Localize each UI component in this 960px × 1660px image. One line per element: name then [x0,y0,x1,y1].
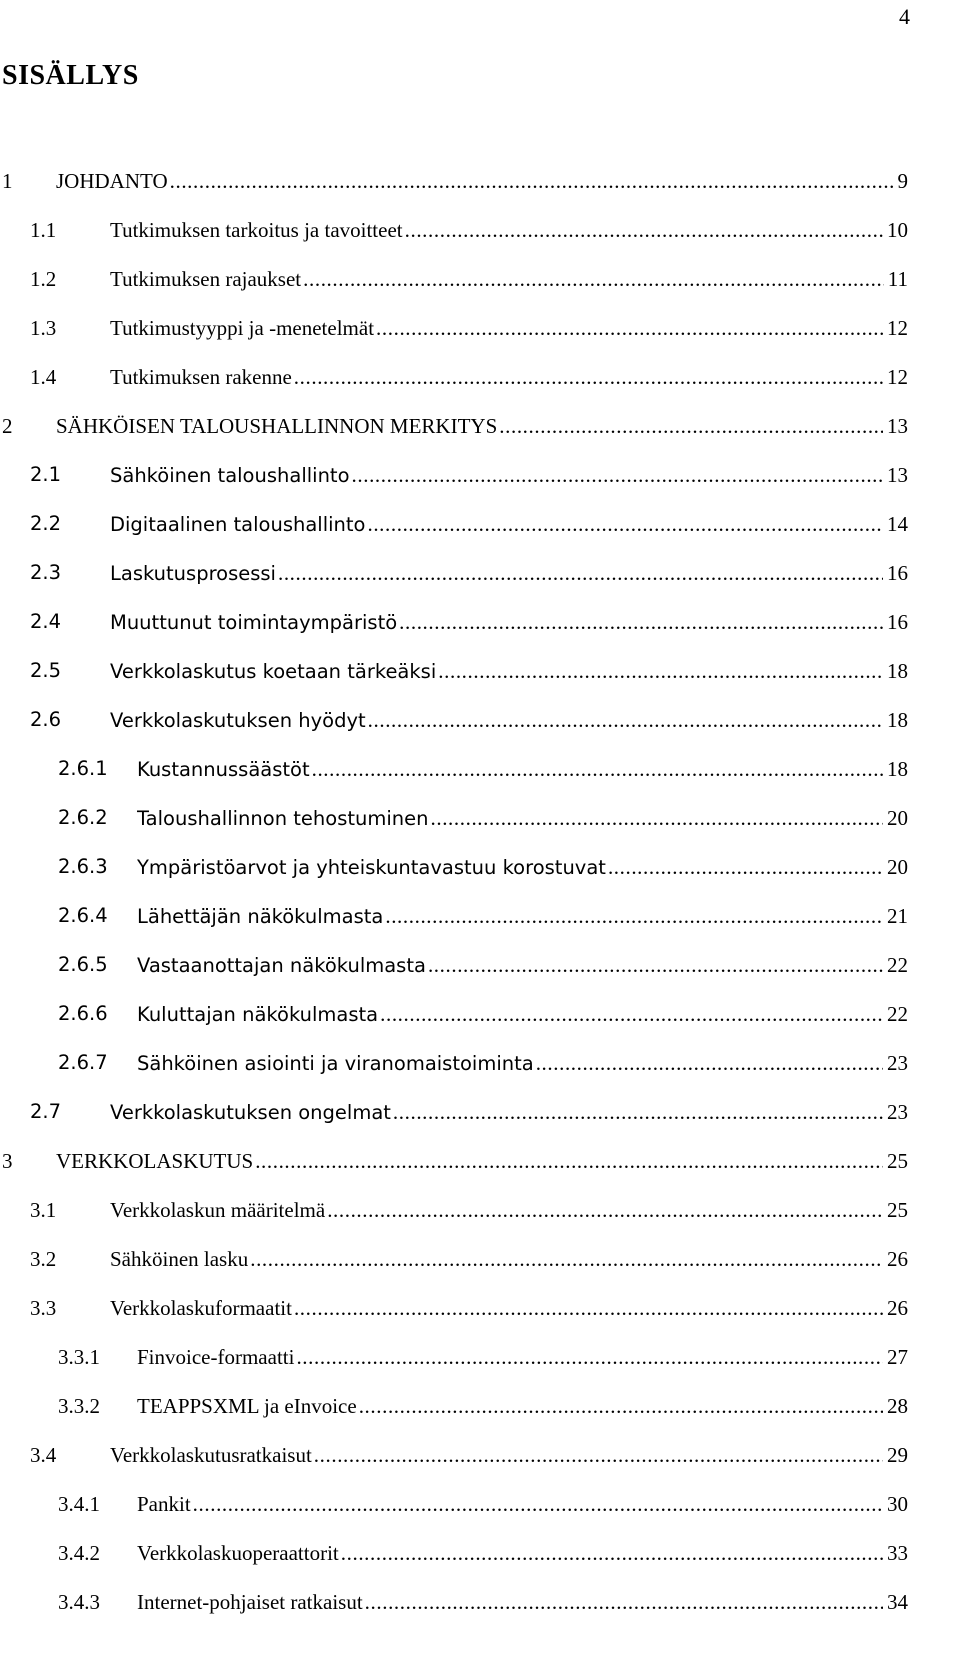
toc-entry[interactable] [0,1487,908,1536]
toc-entry-number: 2 [2,414,13,438]
toc-entry[interactable] [0,899,908,948]
toc-entry-body [110,262,908,296]
toc-entry[interactable] [0,1291,908,1340]
toc-entry-body [110,360,908,394]
toc-entry-number: 3.3 [30,1296,57,1320]
toc-entry-page: 29 [887,1443,908,1467]
toc-dot-leader [365,1585,883,1619]
toc-entry-page: 13 [887,463,908,487]
toc-entry-title: Sähköinen asiointi ja viranomaistoiminta [137,1052,534,1075]
toc-dot-leader [352,458,883,492]
toc-entry[interactable] [0,850,908,899]
toc-dot-leader [608,850,883,884]
toc-entry-page: 26 [887,1296,908,1320]
toc-entry-body [110,654,908,689]
toc-entry-title: Kustannussäästöt [137,758,310,781]
toc-entry-number: 2.6.4 [58,904,108,927]
toc-entry-page: 25 [887,1198,908,1222]
toc-entry-body [137,1389,908,1423]
toc-dot-leader [376,311,883,345]
toc-dot-leader [399,605,883,639]
toc-entry-title: TEAPPSXML ja eInvoice [137,1394,357,1418]
toc-entry-page: 23 [887,1051,908,1075]
toc-entry-body [137,1046,908,1081]
toc-dot-leader [312,752,883,786]
toc-entry-page: 9 [897,169,908,193]
toc-dot-leader [380,997,883,1031]
toc-entry-number: 3.2 [30,1247,57,1271]
toc-entry-body [110,507,908,542]
toc-entry-body [137,752,908,787]
toc-entry-title: JOHDANTO [56,169,168,193]
toc-entry-number: 3.3.1 [58,1345,100,1369]
toc-entry[interactable] [0,311,908,360]
toc-entry-title: Ympäristöarvot ja yhteiskuntavastuu korostuvat [137,856,606,879]
toc-entry[interactable] [0,262,908,311]
toc-dot-leader [294,360,883,394]
toc-dot-leader [341,1536,883,1570]
toc-dot-leader [499,409,883,443]
toc-entry-title: Laskutusprosessi [110,562,276,585]
toc-entry[interactable] [0,1242,908,1291]
toc-entry-page: 33 [887,1541,908,1565]
toc-entry[interactable] [0,1340,908,1389]
toc-entry-title: Tutkimuksen rajaukset [110,267,302,291]
toc-dot-leader [536,1046,883,1080]
toc-entry-number: 2.5 [30,659,62,682]
toc-entry-title: Verkkolaskutuksen ongelmat [110,1101,391,1124]
toc-dot-leader [193,1487,883,1521]
toc-entry-number: 2.7 [30,1100,62,1123]
toc-dot-leader [385,899,883,933]
toc-dot-leader [428,948,883,982]
toc-entry-number: 2.6.3 [58,855,108,878]
toc-dot-leader [296,1340,883,1374]
toc-entry-title: SÄHKÖISEN TALOUSHALLINNON MERKITYS [56,414,498,438]
toc-entry-body [137,801,908,836]
toc-entry-title: Tutkimuksen rakenne [110,365,292,389]
toc-entry-title: Tutkimustyyppi ja -menetelmät [110,316,375,340]
toc-entry-title: Verkkolaskutus koetaan tärkeäksi [110,660,437,683]
toc-entry-title: Verkkolaskutusratkaisut [110,1443,312,1467]
toc-entry[interactable] [0,801,908,850]
toc-dot-leader [368,703,883,737]
toc-entry-body [110,213,908,247]
toc-entry-title: Sähköinen taloushallinto [110,464,350,487]
toc-entry[interactable] [0,507,908,556]
toc-entry-page: 26 [887,1247,908,1271]
toc-entry[interactable] [0,654,908,703]
toc-entry[interactable] [0,1095,908,1144]
toc-entry-number: 1.1 [30,218,57,242]
toc-entry-number: 2.6.7 [58,1051,108,1074]
toc-entry[interactable] [0,213,908,262]
toc-entry-page: 25 [887,1149,908,1173]
toc-entry-page: 18 [887,708,908,732]
toc-dot-leader [327,1193,883,1227]
toc-entry-title: Sähköinen lasku [110,1247,249,1271]
toc-entry-page: 28 [887,1394,908,1418]
toc-entry-number: 1.4 [30,365,57,389]
toc-entry-number: 1 [2,169,13,193]
toc-entry-number: 2.6.6 [58,1002,108,1025]
table-of-contents [0,164,908,1634]
toc-entry-body [110,311,908,345]
toc-entry-body [56,164,908,198]
toc-dot-leader [250,1242,883,1276]
toc-entry-page: 22 [887,1002,908,1026]
toc-entry[interactable] [0,703,908,752]
toc-entry[interactable] [0,409,908,458]
toc-entry-body [110,703,908,738]
toc-entry-title: Finvoice-formaatti [137,1345,295,1369]
toc-entry-page: 27 [887,1345,908,1369]
toc-entry-body [137,1585,908,1619]
toc-entry-body [110,1193,908,1227]
toc-entry-body [110,1438,908,1472]
toc-entry-title: Internet-pohjaiset ratkaisut [137,1590,363,1614]
toc-entry-title: Lähettäjän näkökulmasta [137,905,384,928]
toc-dot-leader [393,1095,883,1129]
toc-entry-page: 34 [887,1590,908,1614]
toc-entry-body [137,948,908,983]
toc-entry-page: 12 [887,365,908,389]
toc-dot-leader [170,164,894,198]
toc-entry[interactable] [0,1144,908,1193]
toc-entry-page: 11 [887,267,908,291]
toc-dot-leader [303,262,884,296]
toc-dot-leader [359,1389,883,1423]
toc-entry-title: Verkkolaskun määritelmä [110,1198,326,1222]
toc-entry-title: Tutkimuksen tarkoitus ja tavoitteet [110,218,403,242]
page-number: 4 [899,4,910,29]
toc-entry-title: Kuluttajan näkökulmasta [137,1003,379,1026]
toc-entry[interactable] [0,1389,908,1438]
toc-dot-leader [367,507,883,541]
toc-entry-page: 23 [887,1100,908,1124]
toc-entry-number: 2.6.2 [58,806,108,829]
toc-dot-leader [438,654,883,688]
toc-entry-number: 3.3.2 [58,1394,100,1418]
toc-entry-number: 3.4.1 [58,1492,100,1516]
toc-entry-page: 13 [887,414,908,438]
toc-entry-title: Verkkolaskuformaatit [110,1296,292,1320]
toc-entry-body [110,458,908,493]
toc-entry-title: VERKKOLASKUTUS [56,1149,254,1173]
toc-entry-title: Verkkolaskutuksen hyödyt [110,709,366,732]
toc-entry[interactable] [0,605,908,654]
toc-entry-number: 3.4.2 [58,1541,100,1565]
toc-entry-title: Muuttunut toimintaympäristö [110,611,398,634]
toc-entry-number: 2.6.5 [58,953,108,976]
toc-entry-title: Taloushallinnon tehostuminen [137,807,429,830]
toc-entry[interactable] [0,164,908,213]
toc-entry-title: Vastaanottajan näkökulmasta [137,954,426,977]
toc-entry-body [56,1144,908,1178]
toc-entry[interactable] [0,360,908,409]
toc-entry[interactable] [0,1585,908,1634]
toc-dot-leader [405,213,883,247]
toc-entry-page: 30 [887,1492,908,1516]
toc-entry[interactable] [0,1438,908,1487]
toc-entry-number: 3.4 [30,1443,57,1467]
toc-entry-body [110,556,908,591]
toc-entry-page: 16 [887,561,908,585]
toc-entry-page: 20 [887,806,908,830]
toc-entry[interactable] [0,458,908,507]
toc-entry-number: 2.3 [30,561,62,584]
toc-entry[interactable] [0,556,908,605]
toc-entry-page: 18 [887,757,908,781]
toc-entry-body [56,409,908,443]
toc-entry-body [137,1340,908,1374]
toc-entry-body [110,605,908,640]
toc-entry-title: Digitaalinen taloushallinto [110,513,366,536]
toc-title: SISÄLLYS [2,60,139,91]
toc-entry-body [137,997,908,1032]
toc-entry-number: 3.4.3 [58,1590,100,1614]
toc-entry-number: 2.2 [30,512,62,535]
toc-entry-page: 12 [887,316,908,340]
toc-entry[interactable] [0,1536,908,1585]
toc-dot-leader [255,1144,883,1178]
toc-entry-page: 16 [887,610,908,634]
toc-entry-number: 2.6.1 [58,757,108,780]
toc-entry[interactable] [0,752,908,801]
toc-entry-page: 20 [887,855,908,879]
toc-entry-number: 3.1 [30,1198,57,1222]
toc-entry-number: 2.1 [30,463,62,486]
toc-entry-body [137,899,908,934]
toc-entry-body [137,850,908,885]
toc-entry[interactable] [0,1046,908,1095]
toc-entry-body [137,1536,908,1570]
toc-entry-page: 22 [887,953,908,977]
toc-entry-number: 1.3 [30,316,57,340]
toc-entry-body [110,1095,908,1130]
toc-dot-leader [431,801,884,835]
toc-entry-title: Pankit [137,1492,191,1516]
toc-entry-body [110,1242,908,1276]
toc-entry-number: 2.6 [30,708,62,731]
toc-dot-leader [294,1291,883,1325]
toc-entry-number: 1.2 [30,267,57,291]
toc-entry-body [137,1487,908,1521]
toc-entry-number: 3 [2,1149,13,1173]
toc-entry-page: 21 [887,904,908,928]
toc-entry[interactable] [0,997,908,1046]
toc-entry-number: 2.4 [30,610,62,633]
toc-entry-body [110,1291,908,1325]
toc-entry-page: 14 [887,512,908,536]
toc-entry[interactable] [0,948,908,997]
toc-entry-page: 18 [887,659,908,683]
toc-dot-leader [314,1438,883,1472]
toc-entry-title: Verkkolaskuoperaattorit [137,1541,339,1565]
toc-dot-leader [278,556,883,590]
toc-entry-page: 10 [887,218,908,242]
toc-entry[interactable] [0,1193,908,1242]
